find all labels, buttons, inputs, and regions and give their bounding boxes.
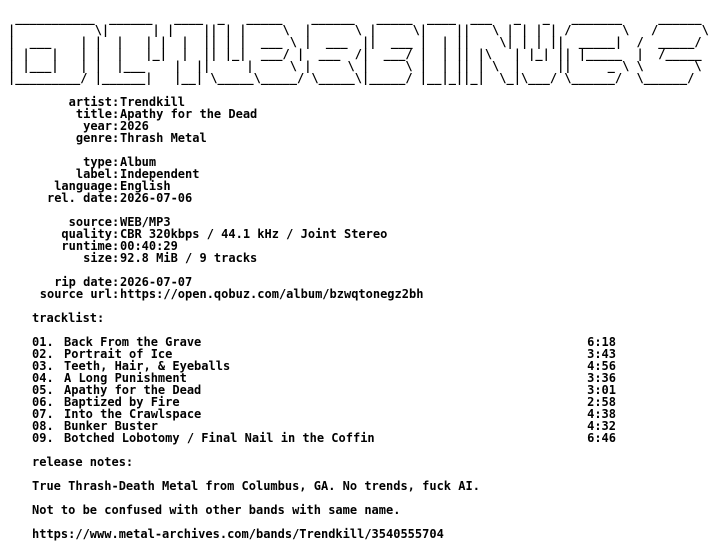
info-value: Trendkill <box>120 95 186 109</box>
metal-archives-link: https://www.metal-archives.com/bands/Trendkill/3540555704 <box>32 527 444 541</box>
info-value: 2026-07-07 <box>120 275 193 289</box>
info-row <box>8 252 624 264</box>
track-title: A Long Punishment <box>64 371 187 385</box>
info-separator: : <box>112 239 120 253</box>
banner-line: | \| | | || | | \ | \ | \| || \ | | | | / \ / \ <box>8 23 709 37</box>
info-block <box>8 156 624 204</box>
banner-line: |_________/ |______| |__| \_____\_____/ \_____\|_____/ |__|_||_| \_|\___/ \______/ \______/ <box>8 71 695 85</box>
track-row <box>8 432 616 444</box>
info-value: Album <box>120 155 157 169</box>
tracklist-section <box>8 312 624 444</box>
release-info <box>8 96 624 300</box>
info-separator: : <box>112 155 120 169</box>
track-number: 09. <box>32 431 54 445</box>
track-number: 06. <box>32 395 54 409</box>
info-value: Apathy for the Dead <box>120 107 258 121</box>
info-separator: : <box>112 275 120 289</box>
info-key: quality <box>61 227 112 241</box>
info-value: 92.8 MiB / 9 tracks <box>120 251 258 265</box>
info-value: 2026 <box>120 119 149 133</box>
info-separator: : <box>112 191 120 205</box>
info-separator: : <box>112 95 120 109</box>
info-separator: : <box>112 287 120 301</box>
track-title: Portrait of Ice <box>64 347 173 361</box>
track-duration: 3:01 <box>587 383 616 397</box>
info-key: artist <box>68 95 112 109</box>
info-separator: : <box>112 107 120 121</box>
info-value: https://open.qobuz.com/album/bzwqtonegz2bh <box>120 287 424 301</box>
ascii-banner <box>8 11 709 85</box>
track-duration: 3:43 <box>587 347 616 361</box>
nfo-document <box>8 11 709 541</box>
info-key: year <box>83 119 112 133</box>
info-row <box>8 288 624 300</box>
info-key: source <box>68 215 112 229</box>
release-notes-heading: release notes: <box>32 455 134 469</box>
track-title: Apathy for the Dead <box>64 383 202 397</box>
info-value: CBR 320kbps / 44.1 kHz / Joint Stereo <box>120 227 388 241</box>
info-value: 2026-07-06 <box>120 191 193 205</box>
info-key: language <box>54 179 112 193</box>
info-key: runtime <box>61 239 112 253</box>
tracklist-heading: tracklist: <box>32 311 105 325</box>
banner-line: | ___ | | | | | | || | | ___ \ | ___ || ___ | | || \| | | || _____| / _____/ <box>8 35 702 49</box>
release-notes-section <box>8 456 624 540</box>
info-key: rel. date <box>46 191 112 205</box>
track-number: 01. <box>32 335 54 349</box>
info-key: type <box>83 155 112 169</box>
info-block <box>8 276 624 300</box>
track-duration: 6:18 <box>587 335 616 349</box>
track-title: Bunker Buster <box>64 419 158 433</box>
track-number: 04. <box>32 371 54 385</box>
tracklist <box>8 336 624 444</box>
info-separator: : <box>112 179 120 193</box>
info-value: WEB/MP3 <box>120 215 171 229</box>
info-row <box>8 192 624 204</box>
info-separator: : <box>112 251 120 265</box>
track-number: 03. <box>32 359 54 373</box>
track-title: Back From the Grave <box>64 335 202 349</box>
track-duration: 4:38 <box>587 407 616 421</box>
info-value: 00:40:29 <box>120 239 178 253</box>
info-separator: : <box>112 227 120 241</box>
track-duration: 4:56 <box>587 359 616 373</box>
info-block <box>8 216 624 264</box>
info-separator: : <box>112 215 120 229</box>
release-note-line: Not to be confused with other bands with same name. <box>32 503 401 517</box>
info-value: Independent <box>120 167 200 181</box>
track-title: Botched Lobotomy / Final Nail in the Coffin <box>64 431 375 445</box>
info-key: title <box>75 107 112 121</box>
release-note-line: True Thrash-Death Metal from Columbus, GA. No trends, fuck AI. <box>32 479 480 493</box>
release-notes <box>8 480 624 540</box>
track-number: 07. <box>32 407 54 421</box>
track-number: 05. <box>32 383 54 397</box>
banner-line: | | | | | | |_| | || |_| ___/ | ___ /| ___/ | | || |\ | |_| || |_____ | /_____ <box>8 47 702 61</box>
track-duration: 6:46 <box>587 431 616 445</box>
info-separator: : <box>112 167 120 181</box>
track-duration: 3:36 <box>587 371 616 385</box>
info-key: label <box>75 167 112 181</box>
track-number: 02. <box>32 347 54 361</box>
info-key: size <box>83 251 112 265</box>
info-separator: : <box>112 131 120 145</box>
banner-line: | |___| | | |___ | || | \ | \ | \ | | || | \ | || _ \ \ \ <box>8 59 702 73</box>
track-title: Into the Crawlspace <box>64 407 202 421</box>
track-title: Teeth, Hair, & Eyeballs <box>64 359 231 373</box>
track-number: 08. <box>32 419 54 433</box>
info-key: rip date <box>54 275 112 289</box>
info-value: English <box>120 179 171 193</box>
info-key: source url <box>39 287 112 301</box>
info-value: Thrash Metal <box>120 131 207 145</box>
track-duration: 4:32 <box>587 419 616 433</box>
track-title: Baptized by Fire <box>64 395 180 409</box>
track-duration: 2:58 <box>587 395 616 409</box>
info-separator: : <box>112 119 120 133</box>
info-key: genre <box>75 131 112 145</box>
info-block <box>8 96 624 144</box>
info-row <box>8 132 624 144</box>
banner-line: ___________ ______ ____ _ _____ ______ _____ ____ ___ _ _ _______ ______ <box>8 11 702 25</box>
